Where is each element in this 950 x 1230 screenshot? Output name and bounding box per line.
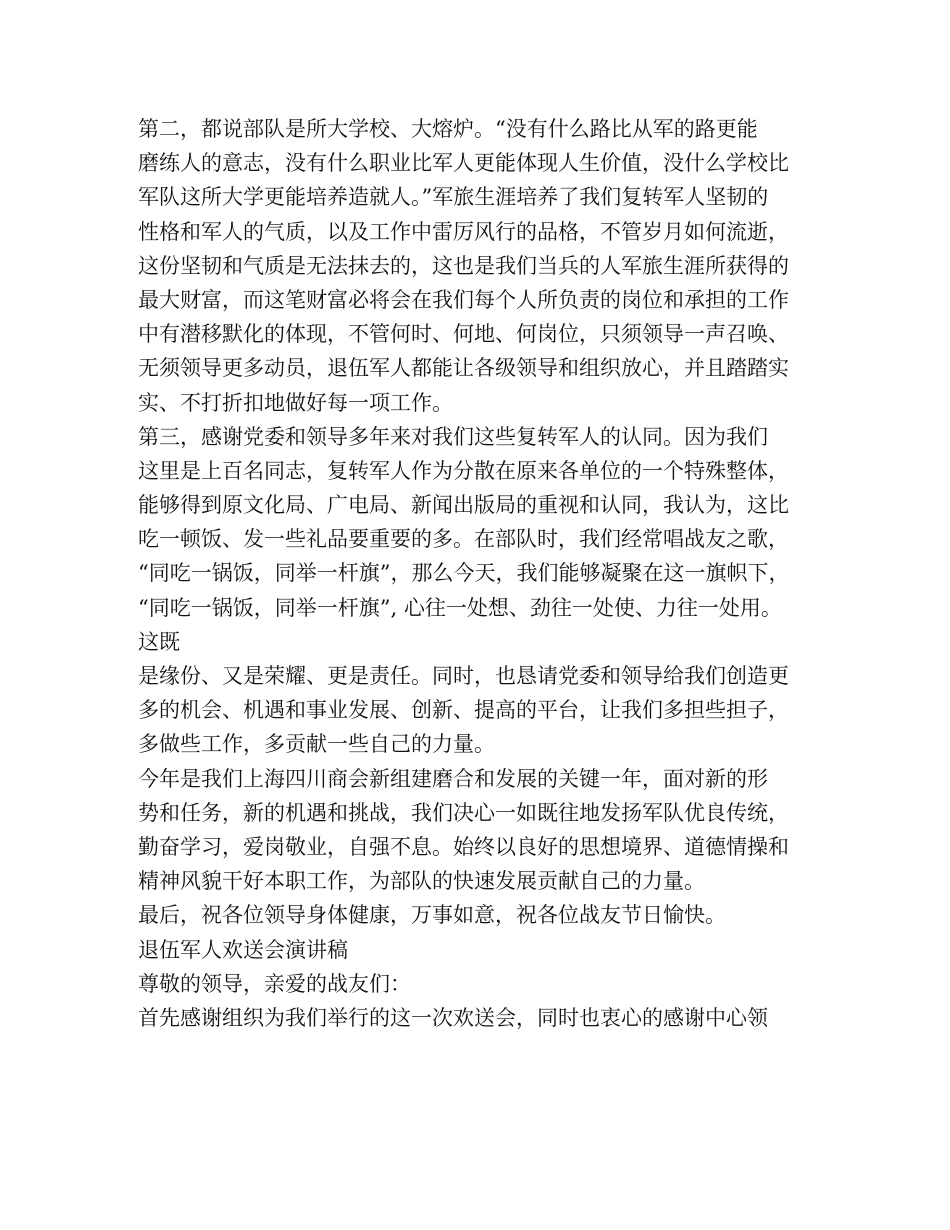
text-line: 最大财富，而这笔财富必将会在我们每个人所负责的岗位和承担的工作	[138, 287, 789, 312]
text-line: 勤奋学习，爱岗敬业，自强不息。始终以良好的思想境界、道德情操和	[138, 834, 789, 859]
text-line: 实、不打折扣地做好每一项工作。	[138, 390, 453, 415]
text-line: 这份坚韧和气质是无法抹去的，这也是我们当兵的人军旅生涯所获得的	[138, 253, 789, 278]
text-line: 中有潜移默化的体现，不管何时、何地、何岗位，只须领导一声召唤、	[138, 322, 789, 347]
text-line: 吃一顿饭、发一些礼品要重要的多。在部队时，我们经常唱战友之歌，	[138, 527, 789, 552]
text-line: 退伍军人欢送会演讲稿	[138, 937, 348, 962]
text-line: 精神风貌干好本职工作，为部队的快速发展贡献自己的力量。	[138, 869, 705, 894]
text-line: 最后，祝各位领导身体健康，万事如意，祝各位战友节日愉快。	[138, 903, 726, 928]
text-line: 第二，都说部队是所大学校、大熔炉。“没有什么路比从军的路更能	[138, 117, 758, 141]
text-line: 尊敬的领导，亲爱的战友们：	[138, 971, 411, 996]
text-line: “同吃一锅饭，同举一杆旗”, 心往一处想、劲往一处使、力往一处用。	[138, 595, 782, 620]
text-line: 这既	[138, 629, 180, 654]
text-line: 今年是我们上海四川商会新组建磨合和发展的关键一年，面对新的形	[138, 766, 768, 791]
text-line: 这里是上百名同志，复转军人作为分散在原来各单位的一个特殊整体，	[138, 458, 789, 483]
text-line: 第三，感谢党委和领导多年来对我们这些复转军人的认同。因为我们	[138, 424, 768, 449]
text-line: 性格和军人的气质，以及工作中雷厉风行的品格，不管岁月如何流逝，	[138, 219, 789, 244]
text-line: 是缘份、又是荣耀、更是责任。同时，也恳请党委和领导给我们创造更	[138, 664, 789, 688]
text-line: 磨练人的意志，没有什么职业比军人更能体现人生价值，没什么学校比	[138, 151, 789, 176]
text-line: 多的机会、机遇和事业发展、创新、提高的平台，让我们多担些担子，	[138, 698, 789, 723]
text-line: 多做些工作，多贡献一些自己的力量。	[138, 732, 495, 757]
text-line: 能够得到原文化局、广电局、新闻出版局的重视和认同，我认为，这比	[138, 493, 789, 518]
text-line: “同吃一锅饭，同举一杆旗”，那么今天，我们能够凝聚在这一旗帜下，	[138, 561, 790, 586]
body-text	[138, 112, 828, 1035]
text-line: 军队这所大学更能培养造就人。”军旅生涯培养了我们复转军人坚韧的	[138, 185, 769, 210]
text-line: 首先感谢组织为我们举行的这一次欢送会，同时也衷心的感谢中心领	[138, 1005, 768, 1030]
text-line: 无须领导更多动员，退伍军人都能让各级领导和组织放心，并且踏踏实	[138, 356, 789, 381]
text-line: 势和任务，新的机遇和挑战，我们决心一如既往地发扬军队优良传统，	[138, 800, 789, 825]
